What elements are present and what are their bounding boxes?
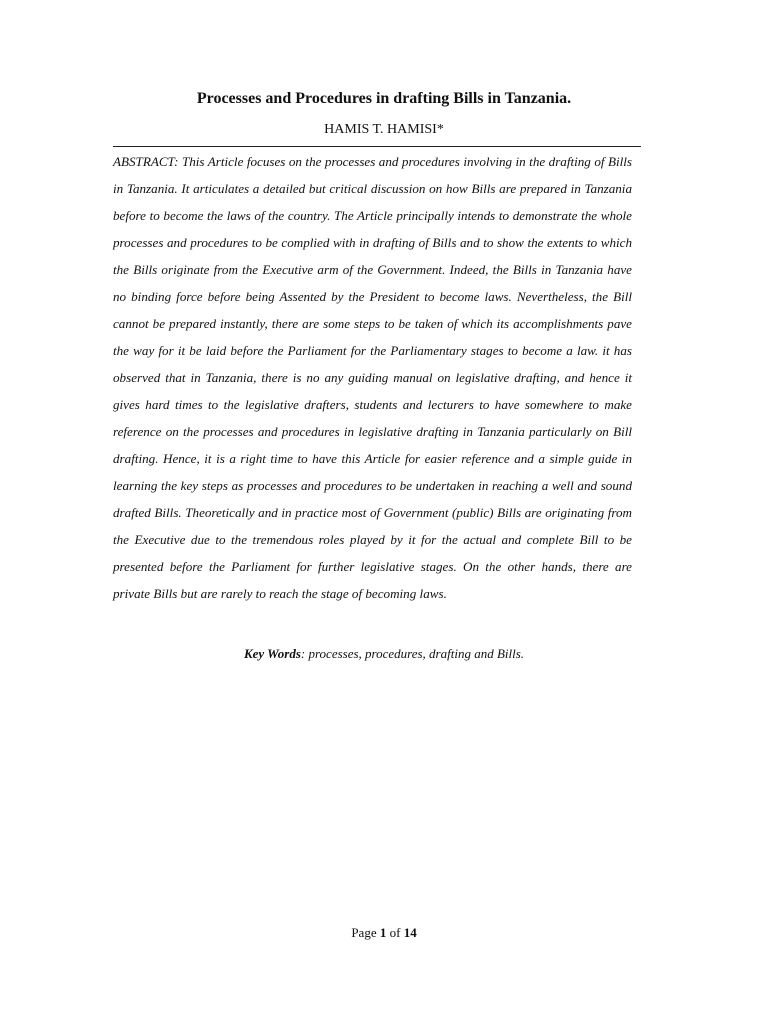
total-pages-number: 14 (403, 925, 417, 940)
current-page-number: 1 (379, 925, 387, 940)
keywords-label: Key Words (243, 646, 301, 661)
page-footer (0, 922, 768, 944)
keywords-line (0, 643, 768, 665)
abstract-paragraph: ABSTRACT: This Article focuses on the processes and procedures involving in the drafting of Bills in Tanzania. It articulates a detailed but critical discussion on how Bills are prepared in Tanzania before to become the laws of the country. The Article principally intends to demonstrate the whole processes and procedures to be complied with in drafting of Bills and to show the extents to which the Bills originate from the Executive arm of the Government. Indeed, the Bills in Tanzania have no binding force before being Assented by the President to become laws. Nevertheless, the Bill cannot be prepared instantly, there are some steps to be taken of which its accomplishments pave the way for it be laid before the Parliament for the Parliamentary stages to become a law. it has observed that in Tanzania, there is no any guiding manual on legislative drafting, and hence it gives hard times to the legislative drafters, students and lecturers to have somewhere to make reference on the processes and procedures in legislative drafting in Tanzania particularly on Bill drafting. Hence, it is a right time to have this Article for easier reference and a simple guide in learning the key steps as processes and procedures to be undertaken in reaching a well and sound drafted Bills. Theoretically and in practice most of Government (public) Bills are originating from the Executive due to the tremendous roles played by it for the actual and complete Bill to be presented before the Parliament for further legislative stages. On the other hands, there are private Bills but are rarely to reach the stage of becoming laws. (113, 154, 632, 601)
page-word: Page (351, 925, 377, 940)
author-name: HAMIS T. HAMISI* (324, 122, 444, 137)
keywords-text: : processes, procedures, drafting and Bills. (300, 646, 525, 661)
of-word: of (389, 925, 401, 940)
document-title: Processes and Procedures in drafting Bills in Tanzania. (196, 90, 572, 107)
title-divider (113, 146, 641, 147)
